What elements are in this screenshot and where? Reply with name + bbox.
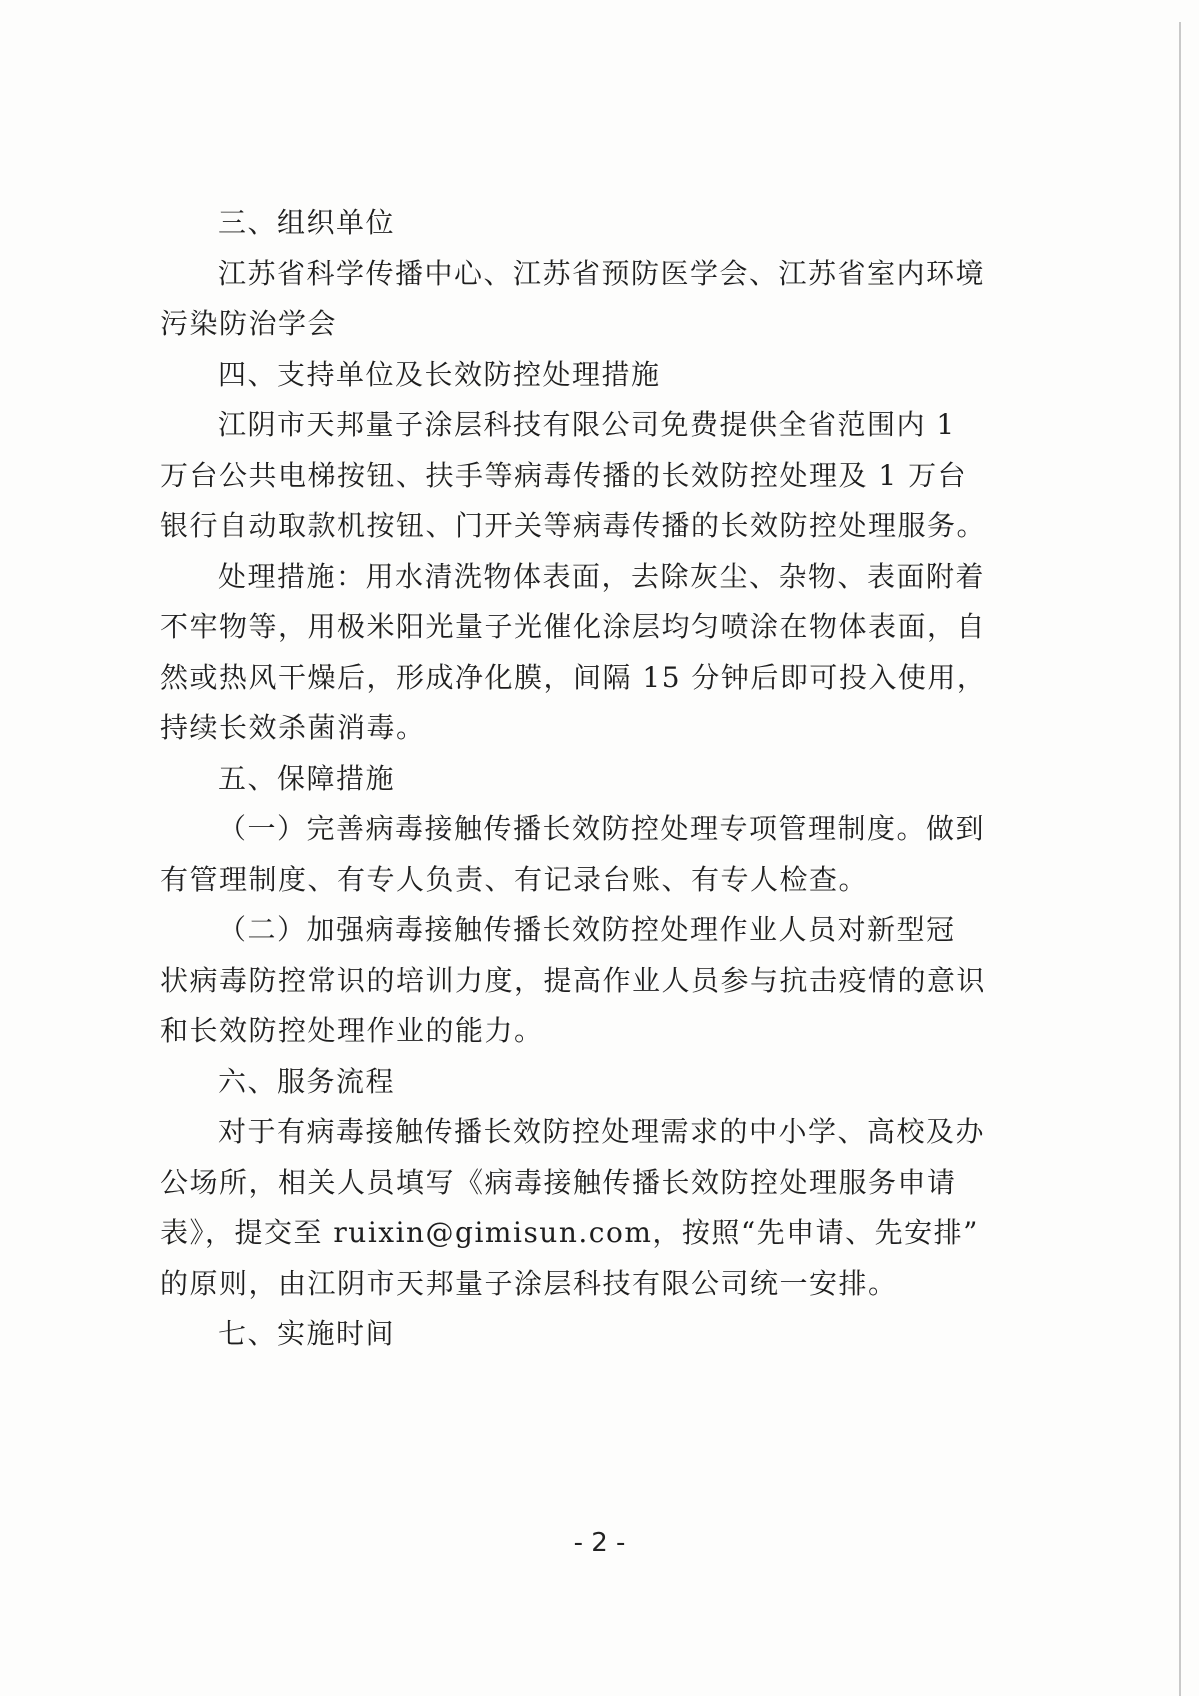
paragraph-line: 和长效防控处理作业的能力。: [160, 1014, 544, 1047]
paragraph-line: 江阴市天邦量子涂层科技有限公司免费提供全省范围内 1: [218, 408, 956, 441]
paragraph-line: 银行自动取款机按钮、门开关等病毒传播的长效防控处理服务。: [160, 509, 987, 542]
paragraph-line: 有管理制度、有专人负责、有记录台账、有专人检查。: [160, 862, 869, 896]
paragraph-line: （一）完善病毒接触传播长效防控处理专项管理制度。做到: [218, 812, 986, 845]
page-number: - 2 -: [573, 1528, 626, 1558]
section-heading: 五、保障措施: [218, 761, 396, 795]
document-body: [160, 198, 987, 1360]
paragraph-line: 对于有病毒接触传播长效防控处理需求的中小学、高校及办: [218, 1115, 986, 1148]
paragraph-line: 公场所，相关人员填写《病毒接触传播长效防控处理服务申请: [160, 1165, 957, 1199]
paragraph-line: 的原则，由江阴市天邦量子涂层科技有限公司统一安排。: [160, 1266, 898, 1300]
paragraph-line: 江苏省科学传播中心、江苏省预防医学会、江苏省室内环境: [218, 256, 986, 290]
paragraph-line: 万台公共电梯按钮、扶手等病毒传播的长效防控处理及 1 万台: [160, 458, 968, 492]
section-heading: 三、组织单位: [218, 206, 396, 239]
paragraph-line: （二）加强病毒接触传播长效防控处理作业人员对新型冠: [218, 913, 956, 946]
paragraph-line: 持续长效杀菌消毒。: [160, 711, 426, 744]
paragraph-line: 处理措施：用水清洗物体表面，去除灰尘、杂物、表面附着: [218, 559, 986, 593]
section-heading: 六、服务流程: [218, 1064, 396, 1098]
section-heading: 四、支持单位及长效防控处理措施: [218, 357, 661, 391]
paragraph-line: 不牢物等，用极米阳光量子光催化涂层均匀喷涂在物体表面，自: [160, 610, 987, 643]
paragraph-line: 污染防治学会: [160, 307, 338, 340]
section-heading: 七、实施时间: [218, 1317, 396, 1350]
paragraph-line: 表》，提交至 ruixin@gimisun.com，按照“先申请、先安排”: [160, 1216, 979, 1249]
scan-edge-line: [1179, 22, 1181, 1696]
paragraph-line: 然或热风干燥后，形成净化膜，间隔 15 分钟后即可投入使用，: [160, 660, 987, 694]
paragraph-line: 状病毒防控常识的培训力度，提高作业人员参与抗击疫情的意识: [160, 963, 987, 997]
